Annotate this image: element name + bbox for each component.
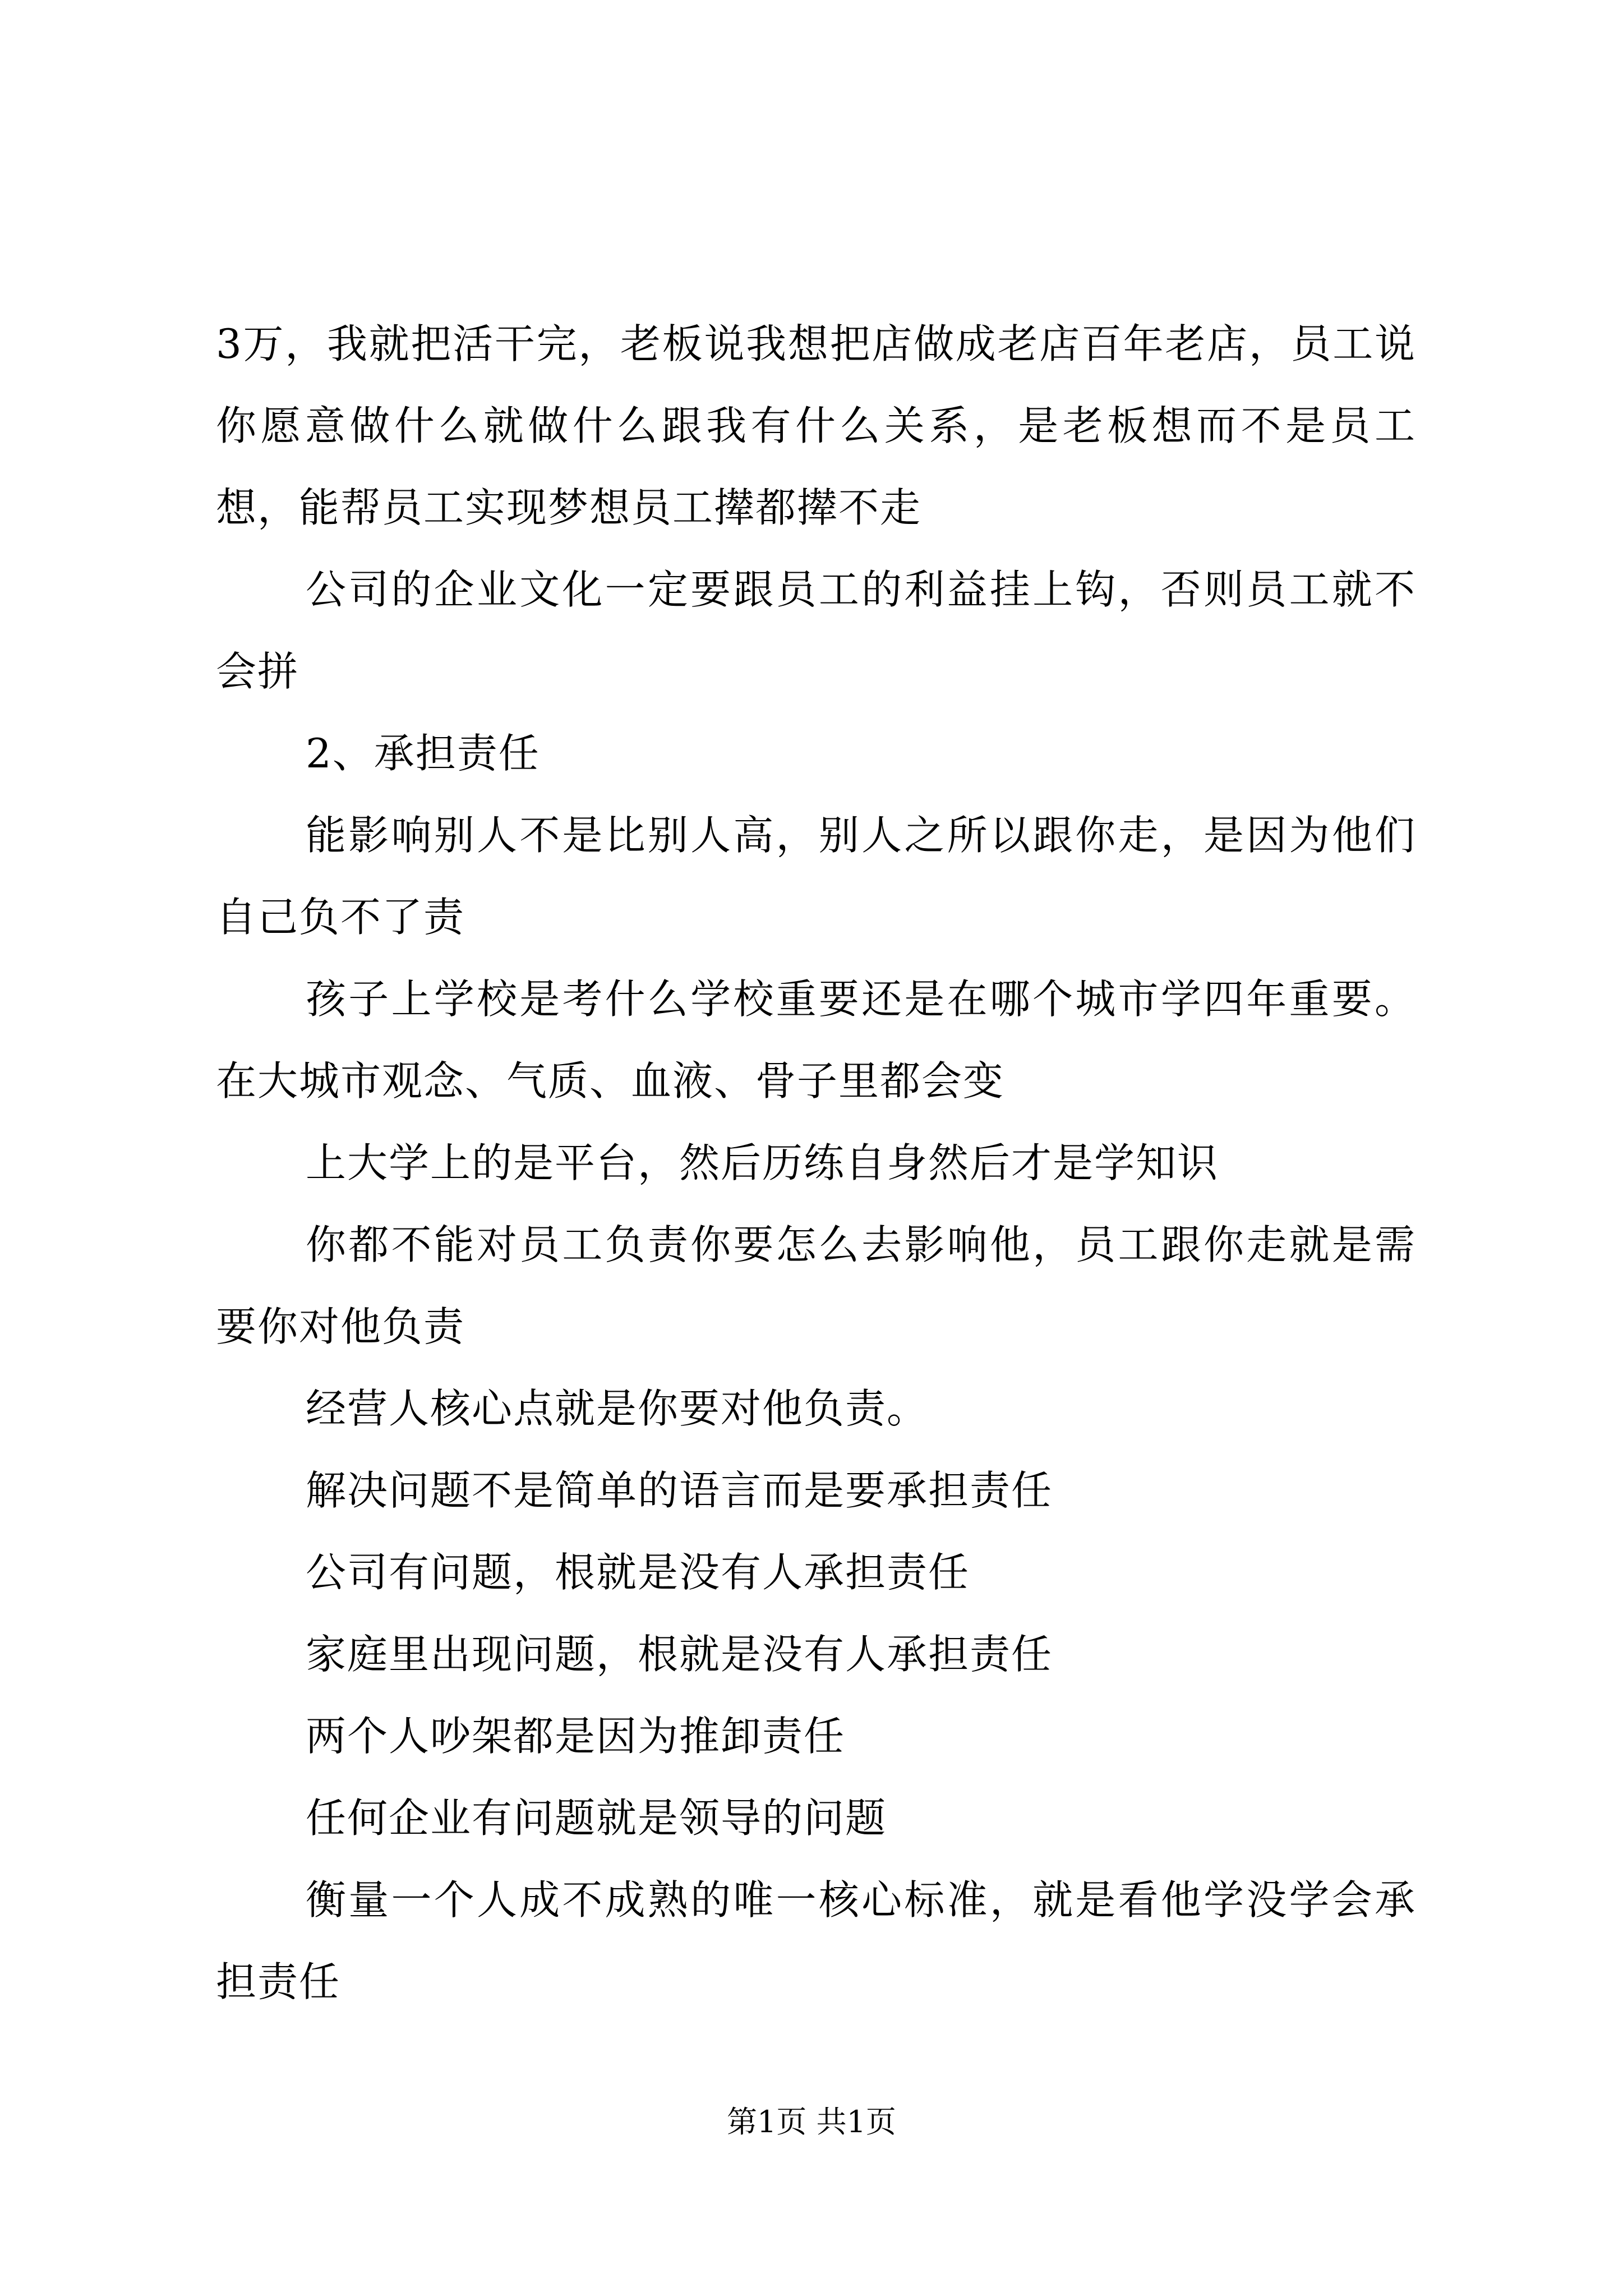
- paragraph: 解决问题不是简单的语言而是要承担责任: [306, 1467, 1053, 1514]
- paragraph-continuation: 3万，我就把活干完，老板说我想把店做成老店百年老店，员工说你愿意做什么就做什么跟我有什么关系，是老板想而不是员工想，能帮员工实现梦想员工撵都撵不走: [216, 320, 1416, 531]
- paragraph: 家庭里出现问题，根就是没有人承担责任: [306, 1631, 1053, 1678]
- paragraph: 任何企业有问题就是领导的问题: [306, 1795, 887, 1842]
- paragraph: 能影响别人不是比别人高，别人之所以跟你走，是因为他们自己负不了责: [216, 812, 1416, 941]
- paragraph: 孩子上学校是考什么学校重要还是在哪个城市学四年重要。在大城市观念、气质、血液、骨子里都会变: [216, 976, 1416, 1105]
- paragraph: 上大学上的是平台，然后历练自身然后才是学知识: [306, 1139, 1219, 1186]
- page-footer: 第1页 共1页: [727, 2104, 896, 2139]
- paragraph: 你都不能对员工负责你要怎么去影响他，员工跟你走就是需要你对他负责: [216, 1221, 1416, 1350]
- paragraph: 两个人吵架都是因为推卸责任: [306, 1713, 846, 1760]
- paragraph: 公司有问题，根就是没有人承担责任: [306, 1549, 970, 1596]
- document-body: [216, 303, 1416, 2023]
- paragraph: 公司的企业文化一定要跟员工的利益挂上钩，否则员工就不会拼: [216, 566, 1416, 695]
- paragraph: 经营人核心点就是你要对他负责。: [306, 1385, 929, 1432]
- paragraph: 衡量一个人成不成熟的唯一核心标准，就是看他学没学会承担责任: [216, 1876, 1416, 2005]
- section-heading: 2、承担责任: [306, 730, 540, 777]
